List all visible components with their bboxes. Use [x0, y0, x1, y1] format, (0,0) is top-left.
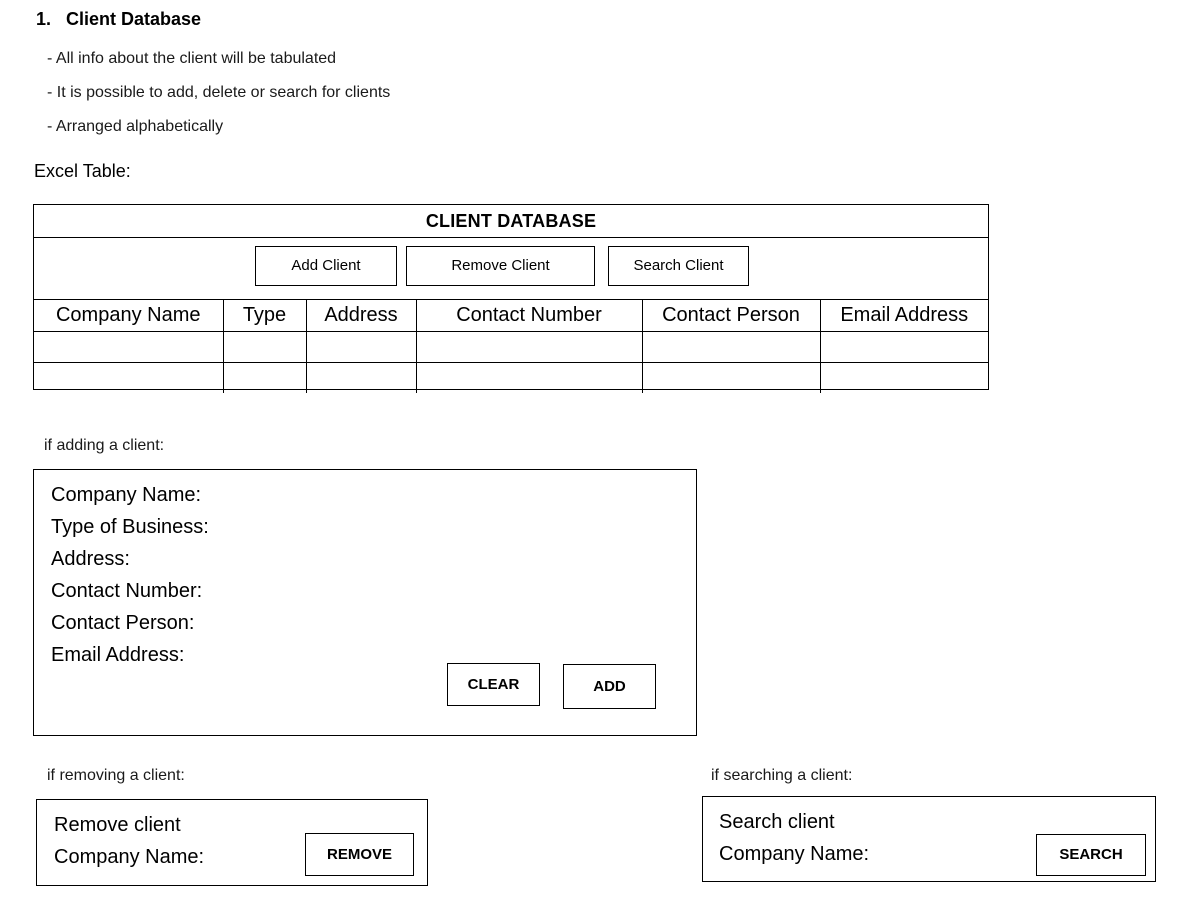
table-cell[interactable]: [34, 363, 223, 394]
clear-button[interactable]: CLEAR: [447, 663, 540, 706]
table-row: [34, 363, 988, 394]
search-button[interactable]: SEARCH: [1036, 834, 1146, 876]
table-cell[interactable]: [223, 332, 306, 363]
search-client-form: [702, 796, 1156, 882]
client-grid: [34, 299, 988, 393]
column-header-type: Type: [223, 299, 306, 332]
table-title: CLIENT DATABASE: [34, 205, 988, 238]
column-header-contact-number: Contact Number: [416, 299, 642, 332]
field-label-address: Address:: [51, 548, 130, 570]
field-label-company-name: Company Name:: [51, 484, 202, 506]
section-heading: [36, 9, 201, 30]
table-cell[interactable]: [416, 332, 642, 363]
table-cell[interactable]: [820, 363, 988, 394]
remove-client-form: [36, 799, 428, 886]
add-form-caption: if adding a client:: [44, 437, 165, 454]
client-database-table: [33, 204, 989, 390]
field-label-company-name: Company Name:: [719, 843, 870, 865]
field-label-contact-person: Contact Person:: [51, 612, 195, 634]
table-button-row: [34, 237, 988, 300]
add-button[interactable]: ADD: [563, 664, 656, 709]
remove-client-button[interactable]: Remove Client: [406, 246, 595, 286]
field-label-contact-number: Contact Number:: [51, 580, 203, 602]
table-cell[interactable]: [642, 363, 820, 394]
column-header-email-address: Email Address: [820, 299, 988, 332]
bullet-item: - It is possible to add, delete or search for clients: [47, 84, 391, 101]
remove-form-title: Remove client: [54, 814, 181, 836]
field-label-company-name: Company Name:: [54, 846, 205, 868]
remove-button[interactable]: REMOVE: [305, 833, 414, 876]
table-cell[interactable]: [306, 363, 416, 394]
search-form-title: Search client: [719, 811, 835, 833]
search-client-button[interactable]: Search Client: [608, 246, 749, 286]
remove-form-caption: if removing a client:: [47, 767, 185, 784]
column-header-contact-person: Contact Person: [642, 299, 820, 332]
column-header-company-name: Company Name: [34, 299, 223, 332]
bullet-item: - Arranged alphabetically: [47, 118, 224, 135]
section-title: Client Database: [66, 9, 202, 29]
table-cell[interactable]: [642, 332, 820, 363]
search-form-caption: if searching a client:: [711, 767, 853, 784]
add-form-fields: [51, 479, 209, 671]
bullet-item: - All info about the client will be tabulated: [47, 50, 337, 67]
table-cell[interactable]: [416, 363, 642, 394]
section-number: 1.: [36, 9, 52, 29]
add-client-form: [33, 469, 697, 736]
table-row: [34, 332, 988, 363]
table-cell[interactable]: [306, 332, 416, 363]
table-cell[interactable]: [34, 332, 223, 363]
table-cell[interactable]: [223, 363, 306, 394]
excel-table-label: Excel Table:: [34, 161, 131, 181]
add-client-button[interactable]: Add Client: [255, 246, 397, 286]
field-label-type-of-business: Type of Business:: [51, 516, 209, 538]
column-header-address: Address: [306, 299, 416, 332]
table-cell[interactable]: [820, 332, 988, 363]
field-label-email-address: Email Address:: [51, 644, 185, 666]
